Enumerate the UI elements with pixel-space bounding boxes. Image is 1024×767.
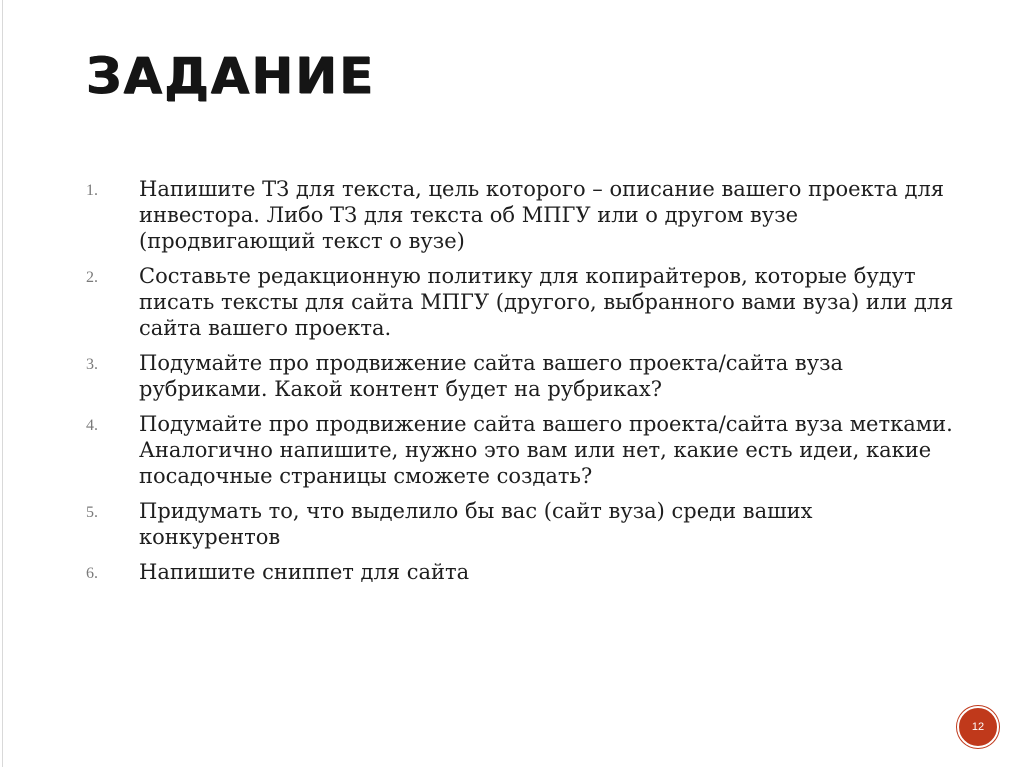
task-text: Составьте редакционную политику для копирайтеров, которые будут писать тексты для сайта МПГУ (другого, выбранного вами вуза) или для сайта вашего проекта. (139, 264, 954, 340)
slide-edge-line (2, 0, 3, 767)
task-item-2 (86, 263, 956, 341)
task-text: Напишите ТЗ для текста, цель которого – описание вашего проекта для инвестора. Либо ТЗ для текста об МПГУ или о другом вузе (продвигающий текст о вузе) (139, 177, 945, 253)
task-number: 5. (86, 504, 98, 521)
task-item-6 (86, 559, 956, 585)
slide-title: ЗАДАНИЕ (86, 47, 376, 105)
task-text: Подумайте про продвижение сайта вашего проекта/сайта вуза рубриками. Какой контент будет на рубриках? (139, 351, 844, 401)
task-number: 3. (86, 356, 98, 373)
task-number: 2. (86, 269, 98, 286)
task-list (86, 176, 956, 594)
task-text: Напишите сниппет для сайта (139, 560, 470, 584)
task-item-4 (86, 411, 956, 489)
task-text: Придумать то, что выделило бы вас (сайт вуза) среди ваших конкурентов (139, 499, 813, 549)
page-number-badge (957, 706, 999, 748)
task-item-3 (86, 350, 956, 402)
page-number: 12 (971, 721, 985, 733)
task-text: Подумайте про продвижение сайта вашего проекта/сайта вуза метками. Аналогично напишите, нужно это вам или нет, какие есть идеи, какие посадочные страницы сможете создать? (139, 412, 953, 488)
task-item-1 (86, 176, 956, 254)
task-number: 6. (86, 565, 98, 582)
task-item-5 (86, 498, 956, 550)
task-number: 1. (86, 182, 98, 199)
task-number: 4. (86, 417, 98, 434)
